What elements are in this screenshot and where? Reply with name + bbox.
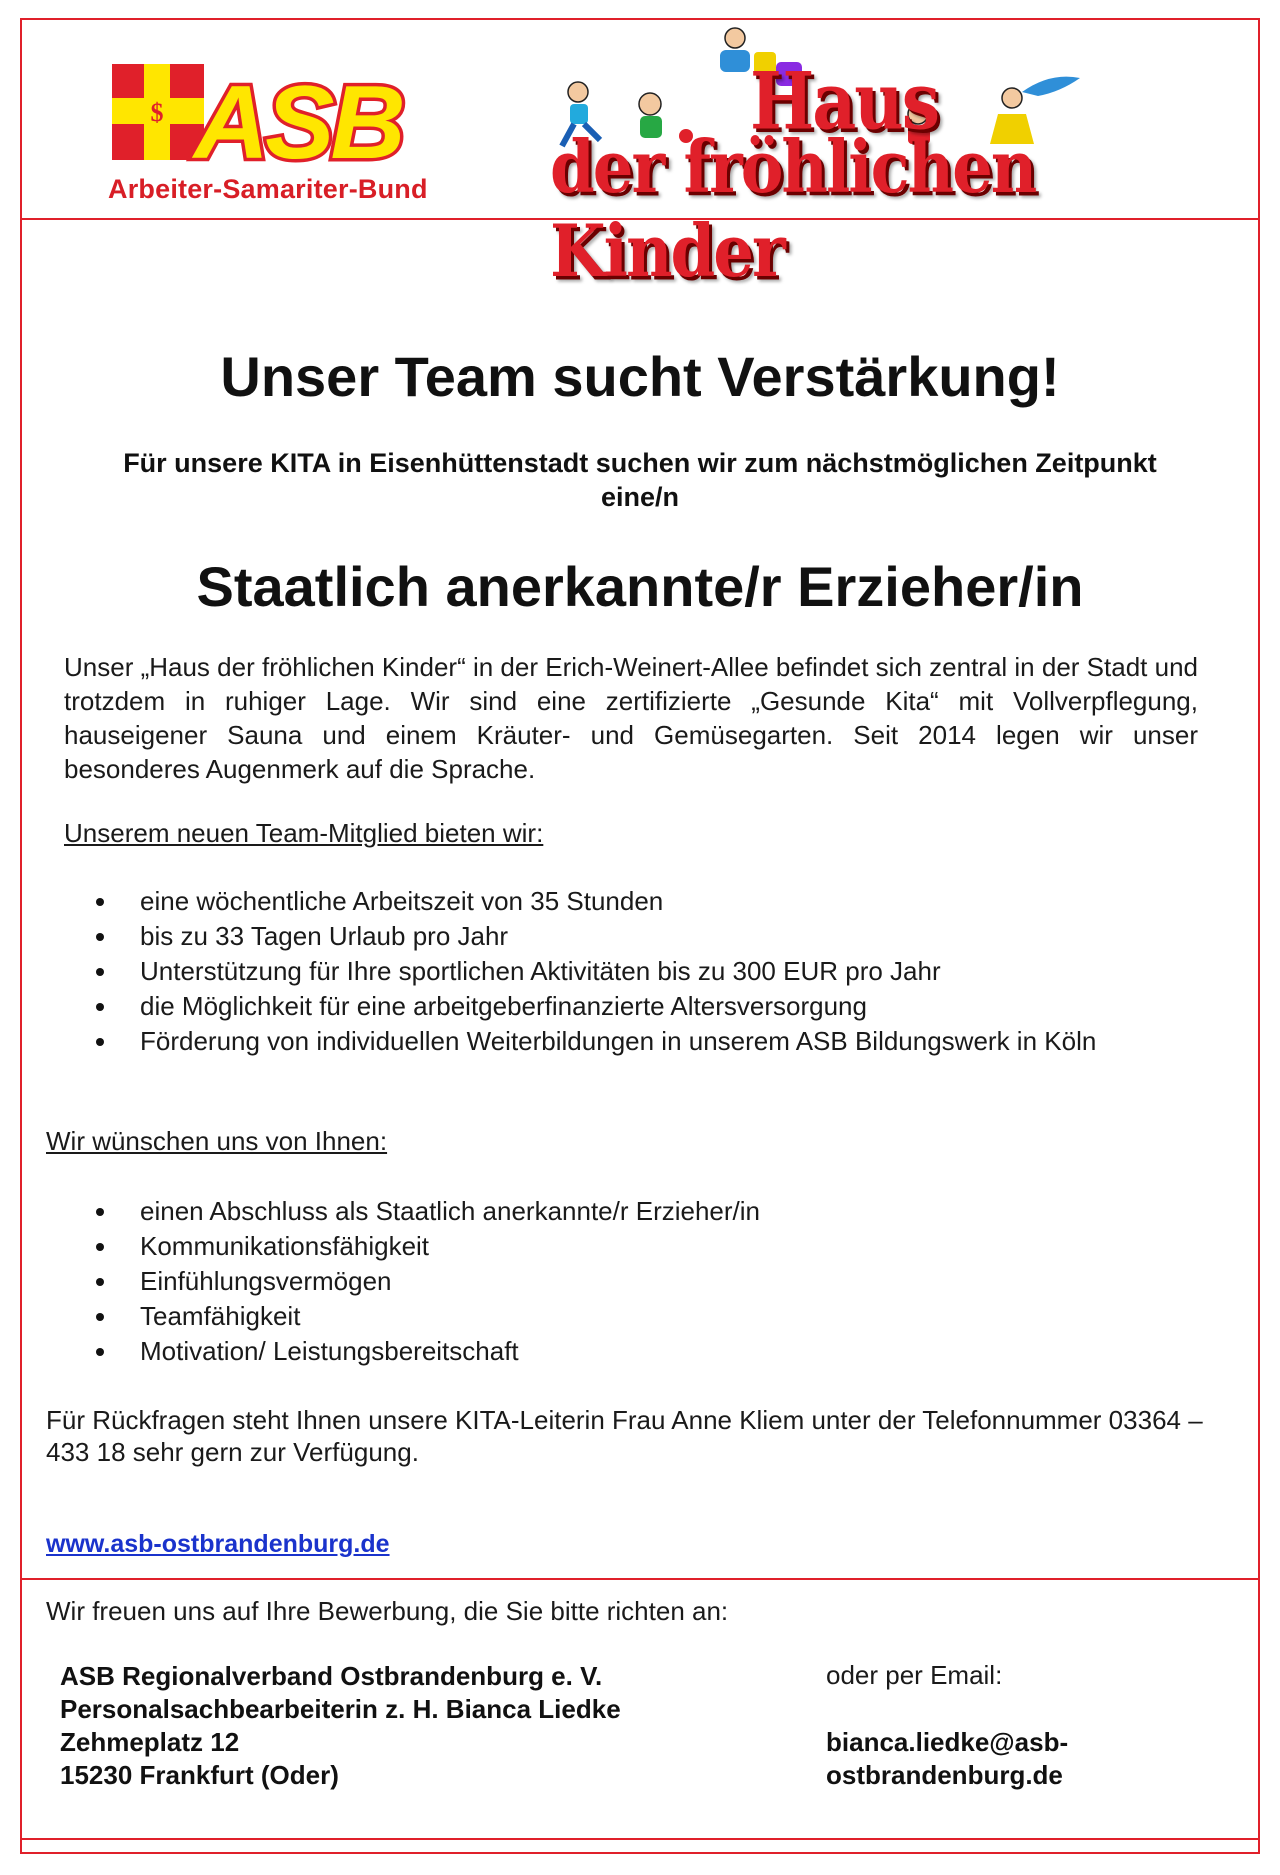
bullet-icon: [96, 1038, 104, 1046]
bullet-icon: [96, 968, 104, 976]
bullet-icon: [96, 1348, 104, 1356]
contact-text: Für Rückfragen steht Ihnen unsere KITA-Leiterin Frau Anne Kliem unter der Telefonnummer 03364 – 433 18 sehr gern zur Verfügung.: [46, 1405, 1203, 1467]
bullet-icon: [96, 933, 104, 941]
bottom-divider: [20, 1838, 1260, 1840]
list-item: Unterstützung für Ihre sportlichen Aktivitäten bis zu 300 EUR pro Jahr: [90, 954, 1096, 989]
email-line: ostbrandenburg.de: [826, 1760, 1063, 1790]
list-item: bis zu 33 Tagen Urlaub pro Jahr: [90, 919, 1096, 954]
bullet-icon: [96, 1278, 104, 1286]
kita-logo-line1: Haus: [750, 56, 939, 148]
asb-subtitle: Arbeiter-Samariter-Bund: [108, 174, 428, 204]
bullet-icon: [96, 1313, 104, 1321]
list-item: einen Abschluss als Staatlich anerkannte/r Erzieher/in: [90, 1194, 760, 1229]
list-item: Teamfähigkeit: [90, 1299, 760, 1334]
list-item: die Möglichkeit für eine arbeitgeberfinanzierte Altersversorgung: [90, 989, 1096, 1024]
kita-description: Unser „Haus der fröhlichen Kinder“ in der Erich-Weinert-Allee befindet sich zentral in der Stadt und trotzdem in ruhiger Lage. Wir sind eine zertifizierte „Gesunde Kita“ mit Vollverpflegung, hauseigener Sauna und einem Kräuter- und Gemüsegarten. Seit 2014 legen wir unser besonderes Augenmerk auf die Sprache.: [64, 652, 1198, 784]
list-item: Einfühlungsvermögen: [90, 1264, 760, 1299]
address-line: Zehmeplatz 12: [60, 1727, 240, 1757]
bullet-icon: [96, 898, 104, 906]
wishes-heading: Wir wünschen uns von Ihnen:: [46, 1126, 388, 1156]
bullet-icon: [96, 1208, 104, 1216]
svg-text:$: $: [150, 98, 164, 127]
wishes-list: [90, 1194, 760, 1369]
asb-logo-text: ASB: [194, 65, 402, 181]
email-line: bianca.liedke@asb-: [826, 1727, 1069, 1757]
application-intro: Wir freuen uns auf Ihre Bewerbung, die Sie bitte richten an:: [46, 1596, 729, 1626]
email-label: oder per Email:: [826, 1660, 1003, 1690]
address-line: ASB Regionalverband Ostbrandenburg e. V.: [60, 1661, 603, 1691]
list-item: Motivation/ Leistungsbereitschaft: [90, 1334, 760, 1369]
bullet-icon: [96, 1003, 104, 1011]
bullet-icon: [96, 1243, 104, 1251]
list-item: Kommunikationsfähigkeit: [90, 1229, 760, 1264]
address-line: Personalsachbearbeiterin z. H. Bianca Liedke: [60, 1694, 621, 1724]
website-link[interactable]: www.asb-ostbrandenburg.de: [46, 1530, 390, 1558]
footer-divider: [20, 1578, 1260, 1580]
email-address[interactable]: [826, 1726, 1146, 1792]
list-item: Förderung von individuellen Weiterbildungen in unserem ASB Bildungswerk in Köln: [90, 1024, 1096, 1059]
offers-list: [90, 884, 1096, 1059]
offers-heading: Unserem neuen Team-Mitglied bieten wir:: [64, 818, 544, 848]
position-title: Staatlich anerkannte/r Erzieher/in: [196, 555, 1084, 618]
intro-text: Für unsere KITA in Eisenhüttenstadt suchen wir zum nächstmöglichen Zeitpunkt eine/n: [123, 448, 1157, 512]
headline: Unser Team sucht Verstärkung!: [220, 345, 1060, 408]
postal-address: [60, 1660, 621, 1792]
address-line: 15230 Frankfurt (Oder): [60, 1760, 339, 1790]
kita-logo-line2: der fröhlichen Kinder: [550, 126, 1036, 294]
list-item: eine wöchentliche Arbeitszeit von 35 Stunden: [90, 884, 1096, 919]
